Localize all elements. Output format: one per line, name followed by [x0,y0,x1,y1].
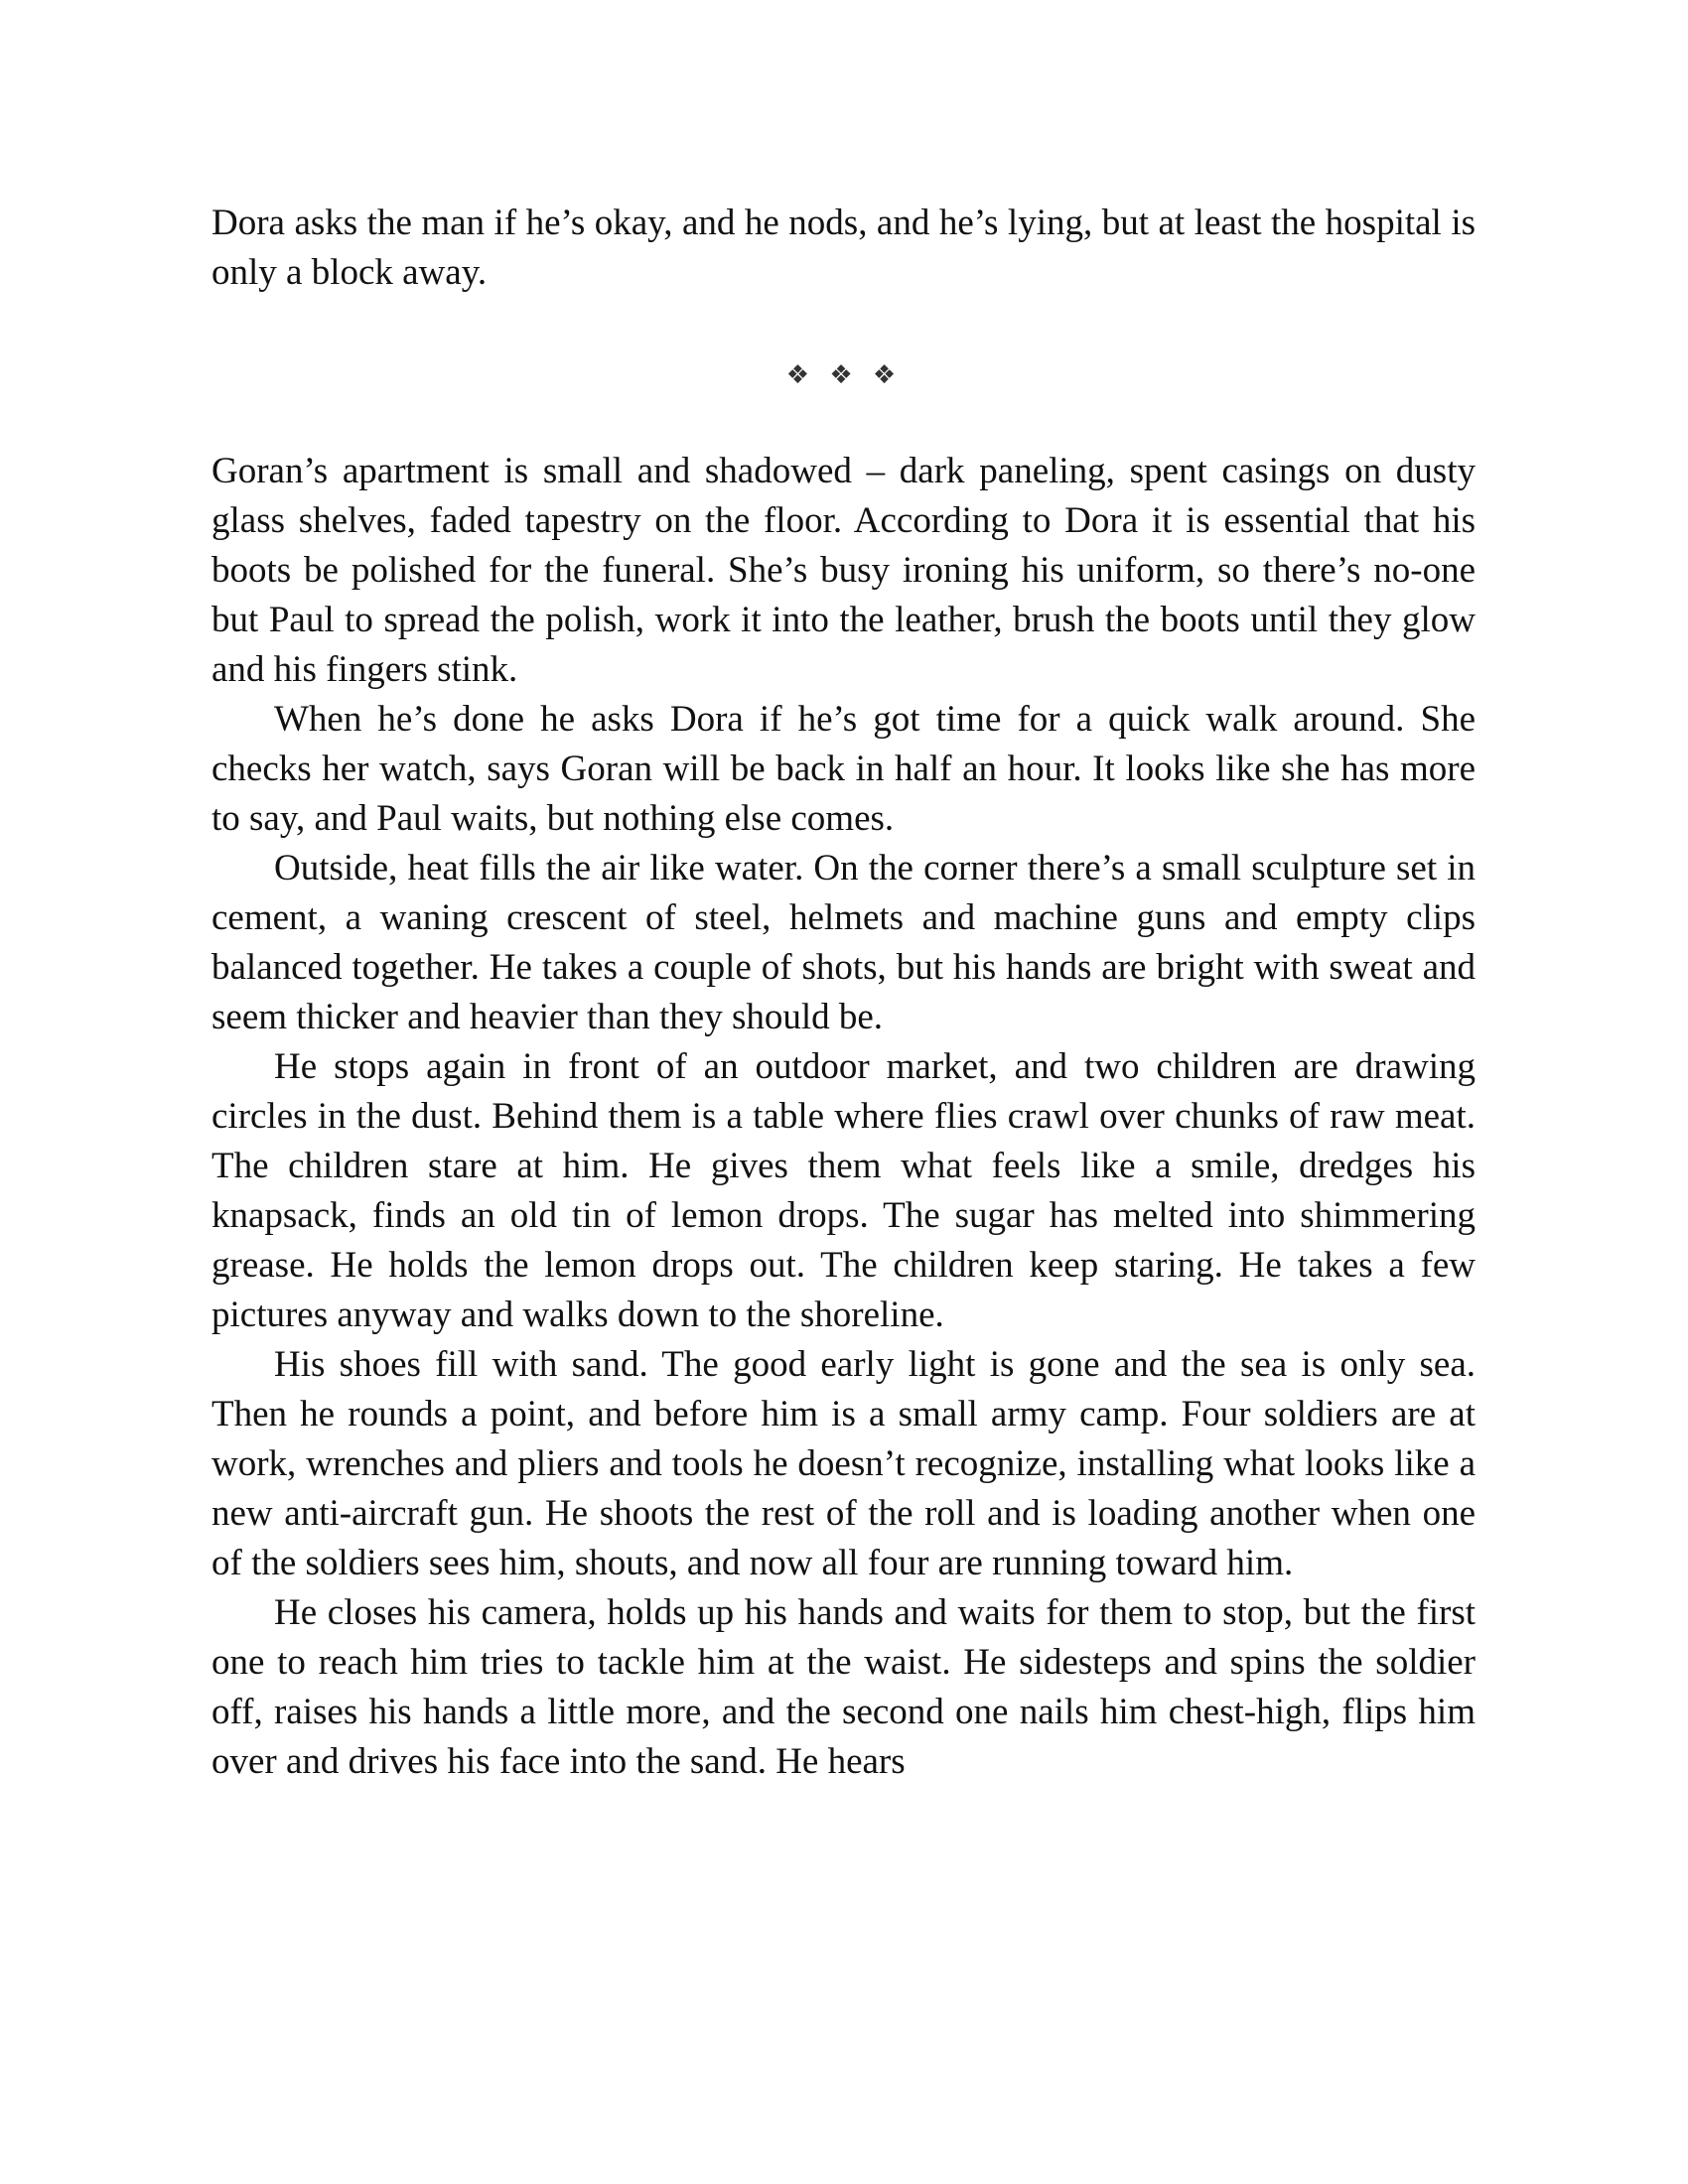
section-break-ornament: ❖ ❖ ❖ [785,360,903,390]
opening-paragraph: Dora asks the man if he’s okay, and he nods, and he’s lying, but at least the hospital is only a block away. [211,203,1476,293]
paragraph-market: He stops again in front of an outdoor market, and two children are drawing circles in the dust. Behind them is a table where flies crawl over chunks of raw meat. The children stare at him. He gives them what feels like a smile, dredges his knapsack, finds an old tin of lemon drops. The sugar has melted into shimmering grease. He holds the lemon drops out. The children keep staring. He takes a few pictures anyway and walks down to the shoreline. [211,1046,1476,1335]
paragraph-shoreline: His shoes fill with sand. The good early light is gone and the sea is only sea. Then he rounds a point, and before him is a small army camp. Four soldiers are at work, wrenches and pliers and tools he doesn’t recognize, installing what looks like a new anti-aircraft gun. He shoots the rest of the roll and is loading another when one of the soldiers sees him, shouts, and now all four are running toward him. [211,1344,1476,1583]
paragraph-soldiers: He closes his camera, holds up his hands and waits for them to stop, but the first one to reach him tries to tackle him at the waist. He sidesteps and spins the soldier off, raises his hands a little more, and the second one nails him chest-high, flips him over and drives his face into the sand. He hears [211,1592,1476,1782]
opening-text-block [211,199,1476,298]
body-text-block [211,447,1476,1787]
paragraph-outside: Outside, heat fills the air like water. On the corner there’s a small sculpture set in cement, a waning crescent of steel, helmets and machine guns and empty clips balanced together. He takes a couple of shots, but his hands are bright with sweat and seem thicker and heavier than they should be. [211,848,1476,1037]
paragraph-apartment: Goran’s apartment is small and shadowed – dark paneling, spent casings on dusty glass shelves, faded tapestry on the floor. According to Dora it is essential that his boots be polished for the funeral. She’s busy ironing his uniform, so there’s no-one but Paul to spread the polish, work it into the leather, brush the boots until they glow and his fingers stink. [211,451,1476,690]
paragraph-walk: When he’s done he asks Dora if he’s got time for a quick walk around. She checks her watch, says Goran will be back in half an hour. It looks like she has more to say, and Paul waits, but nothing else comes. [211,699,1476,839]
